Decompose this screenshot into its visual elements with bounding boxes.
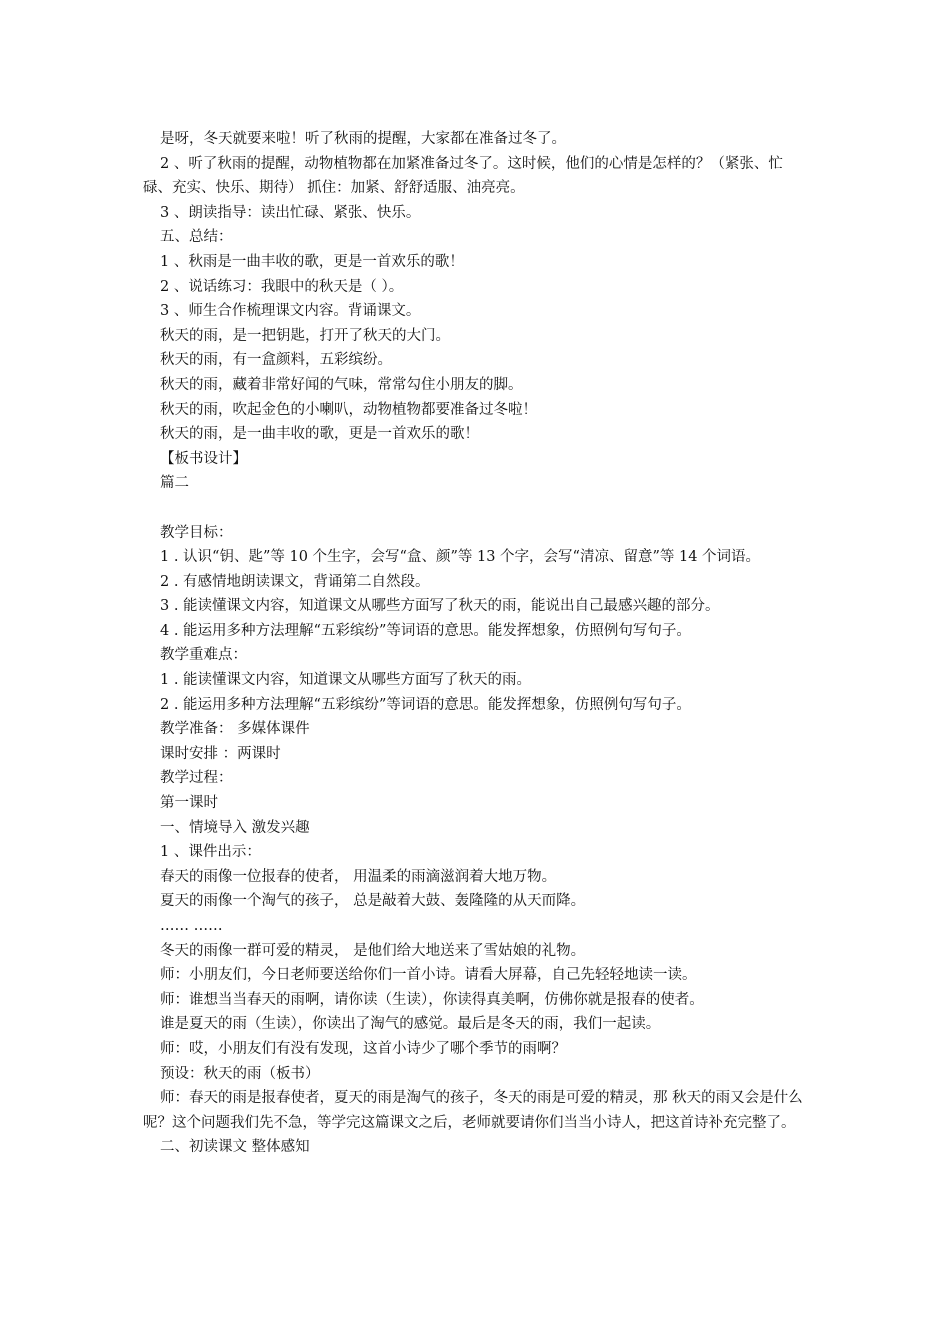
paragraph: 春天的雨像一位报春的使者， 用温柔的雨滴滋润着大地万物。 (160, 868, 557, 885)
paragraph: 1 . 认识“钥、匙”等 10 个生字，会写“盒、颜”等 13 个字，会写“清凉、留意”等 14 个词语。 (160, 549, 761, 566)
paragraph: 3 、师生合作梳理课文内容。背诵课文。 (160, 303, 421, 320)
paragraph: 1 . 能读懂课文内容，知道课文从哪些方面写了秋天的雨。 (160, 672, 532, 689)
paragraph: 1 、秋雨是一曲丰收的歌，更是一首欢乐的歌！ (160, 253, 464, 270)
paragraph: 师：哎，小朋友们有没有发现，这首小诗少了哪个季节的雨啊？ (160, 1040, 566, 1057)
paragraph: 夏天的雨像一个淘气的孩子， 总是敲着大鼓、轰隆隆的从天而降。 (160, 893, 586, 910)
paragraph: 师：春天的雨是报春使者，夏天的雨是淘气的孩子，冬天的雨是可爱的精灵，那 秋天的雨又会是什么呢？这个问题我们先不急，等学完这篇课文之后，老师就要请你们当当小诗人，把这首诗补充完整了。 (143, 1090, 803, 1131)
paragraph: 冬天的雨像一群可爱的精灵， 是他们给大地送来了雪姑娘的礼物。 (160, 942, 586, 959)
paragraph: 师：谁想当当春天的雨啊，请你读（生读），你读得真美啊，仿佛你就是报春的使者。 (160, 991, 704, 1008)
paragraph: 1 、课件出示： (160, 844, 261, 861)
section-heading: 一、情境导入 激发兴趣 (160, 819, 310, 836)
paragraph: 是呀，冬天就要来啦！听了秋雨的提醒，大家都在准备过冬了。 (160, 131, 566, 147)
section-heading: 教学过程： (160, 770, 233, 787)
poem-line: 秋天的雨，是一曲丰收的歌，更是一首欢乐的歌！ (160, 426, 479, 443)
blank-line (143, 496, 811, 521)
paragraph: 预设：秋天的雨（板书） (160, 1065, 320, 1082)
paragraph: 2 、说话练习：我眼中的秋天是（ ）。 (160, 278, 404, 295)
poem-line: 秋天的雨，藏着非常好闻的气味，常常勾住小朋友的脚。 (160, 376, 523, 393)
paragraph: 2 . 有感情地朗读课文，背诵第二自然段。 (160, 573, 430, 590)
document-body (143, 127, 811, 1160)
poem-line: 秋天的雨，是一把钥匙，打开了秋天的大门。 (160, 327, 450, 344)
ellipsis-line: …… …… (160, 918, 223, 934)
poem-line: 秋天的雨，有一盒颜料，五彩缤纷。 (160, 352, 392, 369)
poem-line: 秋天的雨，吹起金色的小喇叭，动物植物都要准备过冬啦！ (160, 401, 537, 418)
section-heading: 教学重难点： (160, 647, 247, 664)
section-heading: 教学目标： (160, 524, 233, 541)
section-heading: 五、总结： (160, 229, 233, 246)
section-heading: 第一课时 (160, 795, 218, 812)
paragraph: 教学准备： 多媒体课件 (160, 721, 310, 738)
paragraph: 3 、朗读指导：读出忙碌、紧张、快乐。 (160, 204, 421, 221)
paragraph: 谁是夏天的雨（生读），你读出了淘气的感觉。最后是冬天的雨，我们一起读。 (160, 1016, 661, 1033)
paragraph: 师：小朋友们，今日老师要送给你们一首小诗。请看大屏幕，自己先轻轻地读一读。 (160, 967, 697, 984)
board-design-heading: 【板书设计】 (160, 450, 247, 467)
paragraph: 3 . 能读懂课文内容，知道课文从哪些方面写了秋天的雨，能说出自己最感兴趣的部分。 (160, 598, 720, 615)
paragraph: 2 . 能运用多种方法理解“五彩缤纷”等词语的意思。能发挥想象，仿照例句写句子。 (160, 696, 691, 713)
paragraph: 2 、听了秋雨的提醒，动物植物都在加紧准备过冬了。这时候，他们的心情是怎样的？（紧张、忙碌、充实、快乐、期待） 抓住：加紧、舒舒适服、油亮亮。 (143, 155, 783, 197)
paragraph: 4 . 能运用多种方法理解“五彩缤纷”等词语的意思。能发挥想象，仿照例句写句子。 (160, 622, 691, 639)
section-heading: 二、初读课文 整体感知 (160, 1139, 310, 1156)
paragraph: 课时安排 ：两课时 (160, 745, 281, 762)
part-heading: 篇二 (160, 475, 189, 492)
